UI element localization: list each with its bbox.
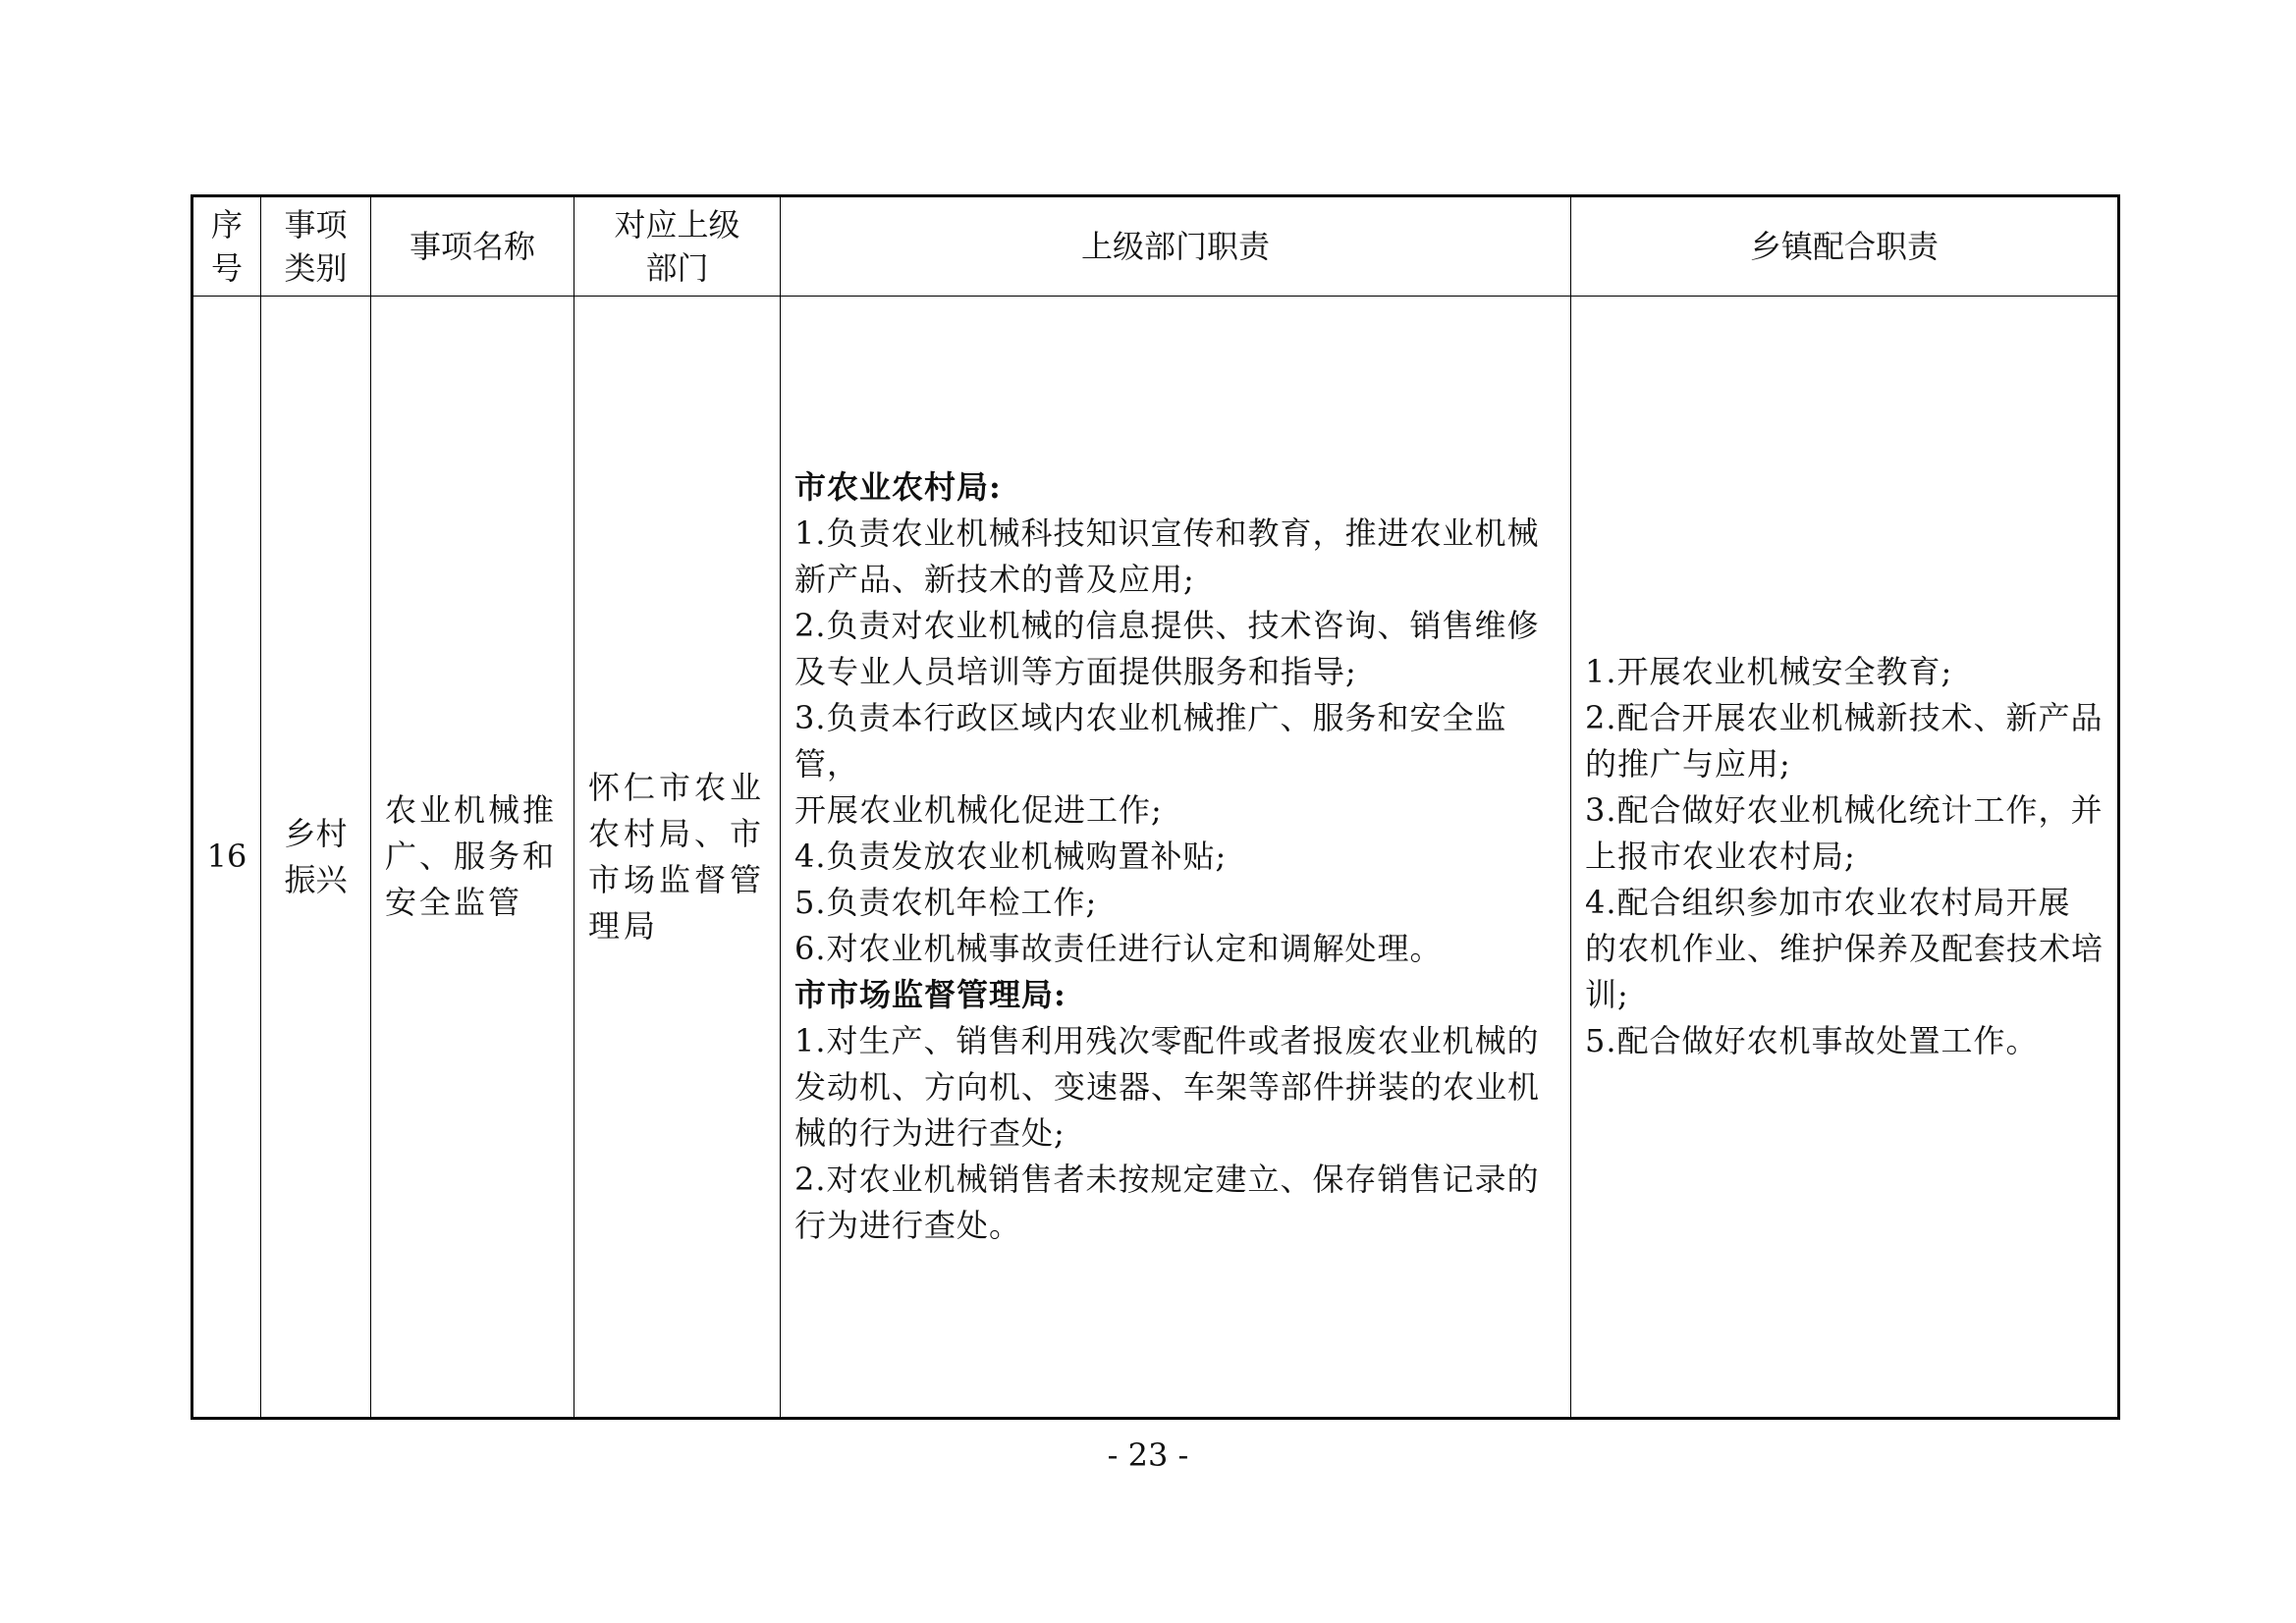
duty-line: 2.负责对农业机械的信息提供、技术咨询、销售维修	[794, 607, 1540, 644]
duty-line: 的农机作业、维护保养及配套技术培	[1585, 930, 2105, 967]
duty-line: 上报市农业农村局;	[1585, 838, 1856, 875]
duty-line: 2.配合开展农业机械新技术、新产品	[1585, 699, 2104, 736]
duty-line: 及专业人员培训等方面提供服务和指导;	[794, 653, 1357, 690]
duty-line: 5.负责农机年检工作;	[794, 884, 1098, 921]
duty-line: 1.负责农业机械科技知识宣传和教育，推进农业机械	[794, 514, 1540, 552]
header-seq	[192, 196, 261, 297]
header-seq-line-1: 序	[210, 206, 243, 243]
header-name: 事项名称	[371, 196, 574, 297]
row-name-line-1: 农业机械推	[385, 791, 558, 829]
duty-line: 2.对农业机械销售者未按规定建立、保存销售记录的	[794, 1161, 1540, 1198]
header-town-duty: 乡镇配合职责	[1571, 196, 2119, 297]
duty-line: 1.开展农业机械安全教育;	[1585, 653, 1953, 690]
header-category-line-1: 事项	[284, 206, 348, 243]
row-dept-line-1: 怀仁市农业	[588, 768, 766, 806]
duty-line: 械的行为进行查处;	[794, 1114, 1066, 1152]
duty-line: 6.对农业机械事故责任进行认定和调解处理。	[794, 930, 1443, 967]
duty-line: 开展农业机械化促进工作;	[794, 791, 1163, 829]
header-seq-line-2: 号	[210, 249, 243, 287]
page-number: - 23 -	[1107, 1436, 1189, 1474]
row-town-duty	[1571, 297, 2119, 1419]
row-upper-duty	[781, 297, 1571, 1419]
header-upper-duty: 上级部门职责	[781, 196, 1571, 297]
row-category-line-2: 振兴	[284, 860, 348, 898]
dept-heading: 市市场监督管理局:	[794, 976, 1066, 1013]
table-row	[192, 297, 2119, 1419]
header-dept	[574, 196, 781, 297]
duty-line: 3.配合做好农业机械化统计工作，并	[1585, 791, 2104, 829]
row-dept-line-2: 农村局、市	[588, 814, 766, 852]
row-dept-line-3: 市场监督管	[588, 860, 766, 898]
header-dept-line-2: 部门	[645, 249, 709, 287]
row-name	[371, 297, 574, 1419]
row-dept	[574, 297, 781, 1419]
row-category-line-1: 乡村	[284, 814, 348, 852]
header-dept-line-1: 对应上级	[614, 206, 740, 243]
duty-line: 4.负责发放农业机械购置补贴;	[794, 838, 1228, 875]
duty-line: 1.对生产、销售利用残次零配件或者报废农业机械的	[794, 1022, 1540, 1059]
header-category	[261, 196, 371, 297]
duty-line: 训;	[1585, 976, 1629, 1013]
duty-line: 4.配合组织参加市农业农村局开展	[1585, 884, 2071, 921]
row-name-line-2: 广、服务和	[385, 838, 558, 875]
dept-heading: 市农业农村局:	[794, 468, 1002, 506]
duty-line: 5.配合做好农机事故处置工作。	[1585, 1022, 2039, 1059]
duty-table	[191, 194, 2120, 1420]
row-seq: 16	[192, 297, 261, 1419]
row-dept-line-4: 理局	[588, 906, 660, 945]
row-name-line-3: 安全监管	[385, 884, 523, 921]
duty-line: 的推广与应用;	[1585, 745, 1791, 783]
header-category-line-2: 类别	[284, 249, 348, 287]
duty-line: 新产品、新技术的普及应用;	[794, 561, 1195, 598]
duty-line: 发动机、方向机、变速器、车架等部件拼装的农业机	[794, 1068, 1541, 1106]
table-header-row	[192, 196, 2119, 297]
row-category	[261, 297, 371, 1419]
duty-line: 3.负责本行政区域内农业机械推广、服务和安全监管，	[794, 699, 1507, 783]
duty-line: 行为进行查处。	[794, 1207, 1022, 1244]
